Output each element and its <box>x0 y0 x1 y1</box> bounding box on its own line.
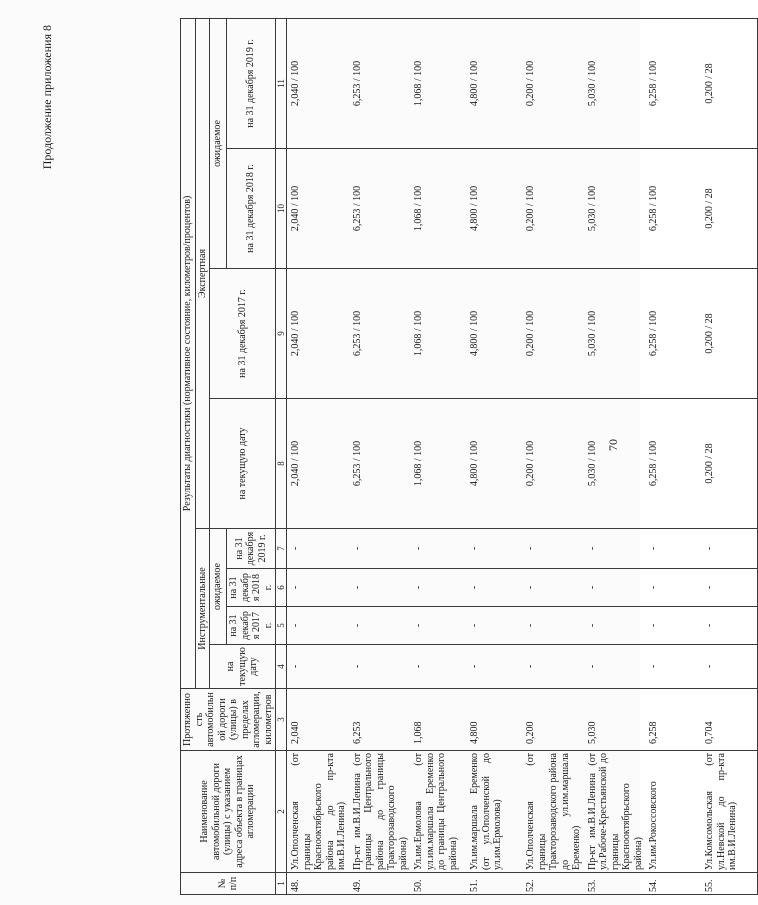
road-name: Ул.Ополченская (от границы Краснооктябрьского района до пр-кта им.В.И.Ленина) <box>287 751 349 873</box>
column-number: 10 <box>276 149 287 269</box>
table-row <box>466 18 522 894</box>
expert-2018-value: 6,253 / 100 <box>349 149 411 269</box>
instr-current-value: - <box>701 645 757 689</box>
expert-2018-value: 5,030 / 100 <box>584 149 646 269</box>
row-number: 53. <box>584 873 646 895</box>
road-name: Ул.им.Рокоссовского <box>645 751 701 873</box>
header-instr-2017: на 31 декабря 2017 г. <box>227 607 276 645</box>
header-instr-2019: на 31 декабря 2019 г. <box>227 529 276 569</box>
instr-2019-value: - <box>584 529 646 569</box>
instr-2017-value: - <box>645 607 701 645</box>
road-name: Ул.Комсомольская (от ул.Невской до пр-кта им.В.И.Ленина) <box>701 751 757 873</box>
instr-2017-value: - <box>522 607 584 645</box>
instr-2019-value: - <box>287 529 349 569</box>
header-instr-2018: на 31 декабря 2018 г. <box>227 569 276 607</box>
instr-2017-value: - <box>466 607 522 645</box>
row-number: 48. <box>287 873 349 895</box>
road-length: 4,800 <box>466 689 522 751</box>
diagnostics-table <box>180 18 758 895</box>
header-num: № п/п <box>181 873 276 895</box>
expert-2018-value: 4,800 / 100 <box>466 149 522 269</box>
table-row <box>349 18 411 894</box>
instr-current-value: - <box>466 645 522 689</box>
table-row <box>522 18 584 894</box>
header-length: Протяженность автомобильной дороги (улицы) в пределах агломерации, километров <box>181 689 276 751</box>
continuation-label: Продолжение приложения 8 <box>40 25 54 170</box>
table-row <box>287 18 349 894</box>
row-number: 55. <box>701 873 757 895</box>
instr-current-value: - <box>410 645 466 689</box>
header-instr-expected: ожидаемое <box>210 529 227 645</box>
road-length: 0,704 <box>701 689 757 751</box>
instr-2017-value: - <box>349 607 411 645</box>
instr-2017-value: - <box>410 607 466 645</box>
column-number: 8 <box>276 399 287 529</box>
row-number: 50. <box>410 873 466 895</box>
instr-2018-value: - <box>522 569 584 607</box>
expert-current-value: 5,030 / 100 <box>584 399 646 529</box>
instr-current-value: - <box>349 645 411 689</box>
instr-current-value: - <box>287 645 349 689</box>
row-number: 52. <box>522 873 584 895</box>
column-number: 9 <box>276 269 287 399</box>
expert-2019-value: 0,200 / 28 <box>701 18 757 148</box>
column-number: 1 <box>276 873 287 895</box>
expert-current-value: 4,800 / 100 <box>466 399 522 529</box>
instr-2017-value: - <box>701 607 757 645</box>
header-expert-expected: ожидаемое <box>210 18 227 268</box>
expert-2017-value: 6,253 / 100 <box>349 269 411 399</box>
column-number: 7 <box>276 529 287 569</box>
road-length: 5,030 <box>584 689 646 751</box>
road-name: Ул.Ополченская (от границы Тракторозаводского района до ул.им.маршала Еременко) <box>522 751 584 873</box>
road-length: 6,258 <box>645 689 701 751</box>
instr-2018-value: - <box>466 569 522 607</box>
expert-2017-value: 4,800 / 100 <box>466 269 522 399</box>
expert-2018-value: 0,200 / 28 <box>701 149 757 269</box>
table-row <box>645 18 701 894</box>
column-number: 4 <box>276 645 287 689</box>
expert-2019-value: 5,030 / 100 <box>584 18 646 148</box>
road-name: Ул.им.Ермолова (от ул.им.маршала Еременко до границы Центрального района) <box>410 751 466 873</box>
column-number: 3 <box>276 689 287 751</box>
expert-2017-value: 2,040 / 100 <box>287 269 349 399</box>
instr-2018-value: - <box>584 569 646 607</box>
expert-2019-value: 6,253 / 100 <box>349 18 411 148</box>
instr-2017-value: - <box>287 607 349 645</box>
row-number: 49. <box>349 873 411 895</box>
instr-2018-value: - <box>349 569 411 607</box>
header-name: Наименование автомобильной дороги (улицы) с указанием адреса объекта в границах агломерации <box>181 751 276 873</box>
road-length: 0,200 <box>522 689 584 751</box>
instr-current-value: - <box>584 645 646 689</box>
row-number: 54. <box>645 873 701 895</box>
road-length: 2,040 <box>287 689 349 751</box>
column-number: 2 <box>276 751 287 873</box>
instr-2019-value: - <box>645 529 701 569</box>
table-body <box>287 18 758 894</box>
expert-2018-value: 1,068 / 100 <box>410 149 466 269</box>
header-instr-current: на текущую дату <box>210 645 276 689</box>
road-name: Ул.им.маршала Еременко (от ул.Ополченской до ул.им.Ермолова) <box>466 751 522 873</box>
page-number: 70 <box>606 439 620 451</box>
expert-current-value: 1,068 / 100 <box>410 399 466 529</box>
header-instrumental: Инструментальные <box>195 529 210 689</box>
expert-2017-value: 6,258 / 100 <box>645 269 701 399</box>
instr-2018-value: - <box>410 569 466 607</box>
expert-current-value: 6,258 / 100 <box>645 399 701 529</box>
instr-2017-value: - <box>584 607 646 645</box>
instr-current-value: - <box>645 645 701 689</box>
expert-2019-value: 4,800 / 100 <box>466 18 522 148</box>
table-row <box>410 18 466 894</box>
column-number: 11 <box>276 18 287 148</box>
header-expert-2017: на 31 декабря 2017 г. <box>210 269 276 399</box>
instr-2019-value: - <box>522 529 584 569</box>
expert-current-value: 6,253 / 100 <box>349 399 411 529</box>
road-name: Пр-кт им.В.И.Ленина (от ул.Рабоче-Крестьянской до границы Краснооктябрьского района) <box>584 751 646 873</box>
expert-2019-value: 1,068 / 100 <box>410 18 466 148</box>
table-row <box>584 18 646 894</box>
column-number-row <box>276 18 287 894</box>
instr-2019-value: - <box>701 529 757 569</box>
expert-2018-value: 6,258 / 100 <box>645 149 701 269</box>
instr-2019-value: - <box>349 529 411 569</box>
row-number: 51. <box>466 873 522 895</box>
expert-2018-value: 0,200 / 100 <box>522 149 584 269</box>
table-row <box>701 18 757 894</box>
expert-2019-value: 0,200 / 100 <box>522 18 584 148</box>
expert-2018-value: 2,040 / 100 <box>287 149 349 269</box>
expert-2017-value: 5,030 / 100 <box>584 269 646 399</box>
column-number: 6 <box>276 569 287 607</box>
header-results: Результаты диагностики (нормативное состояние, километров/процентов) <box>181 18 196 688</box>
road-name: Пр-кт им.В.И.Ленина (от границы Центрального района до границы Тракторозаводского района) <box>349 751 411 873</box>
column-number: 5 <box>276 607 287 645</box>
expert-2017-value: 0,200 / 100 <box>522 269 584 399</box>
road-length: 1,068 <box>410 689 466 751</box>
instr-2019-value: - <box>466 529 522 569</box>
expert-current-value: 0,200 / 100 <box>522 399 584 529</box>
instr-2018-value: - <box>701 569 757 607</box>
expert-2017-value: 1,068 / 100 <box>410 269 466 399</box>
expert-2019-value: 6,258 / 100 <box>645 18 701 148</box>
expert-current-value: 0,200 / 28 <box>701 399 757 529</box>
instr-2018-value: - <box>287 569 349 607</box>
header-expert-2019: на 31 декабря 2019 г. <box>227 18 276 148</box>
instr-2019-value: - <box>410 529 466 569</box>
road-length: 6,253 <box>349 689 411 751</box>
header-expert-current: на текущую дату <box>210 399 276 529</box>
instr-2018-value: - <box>645 569 701 607</box>
header-expert-2018: на 31 декабря 2018 г. <box>227 149 276 269</box>
expert-current-value: 2,040 / 100 <box>287 399 349 529</box>
expert-2019-value: 2,040 / 100 <box>287 18 349 148</box>
header-expert: Экспертная <box>195 18 210 528</box>
instr-current-value: - <box>522 645 584 689</box>
expert-2017-value: 0,200 / 28 <box>701 269 757 399</box>
